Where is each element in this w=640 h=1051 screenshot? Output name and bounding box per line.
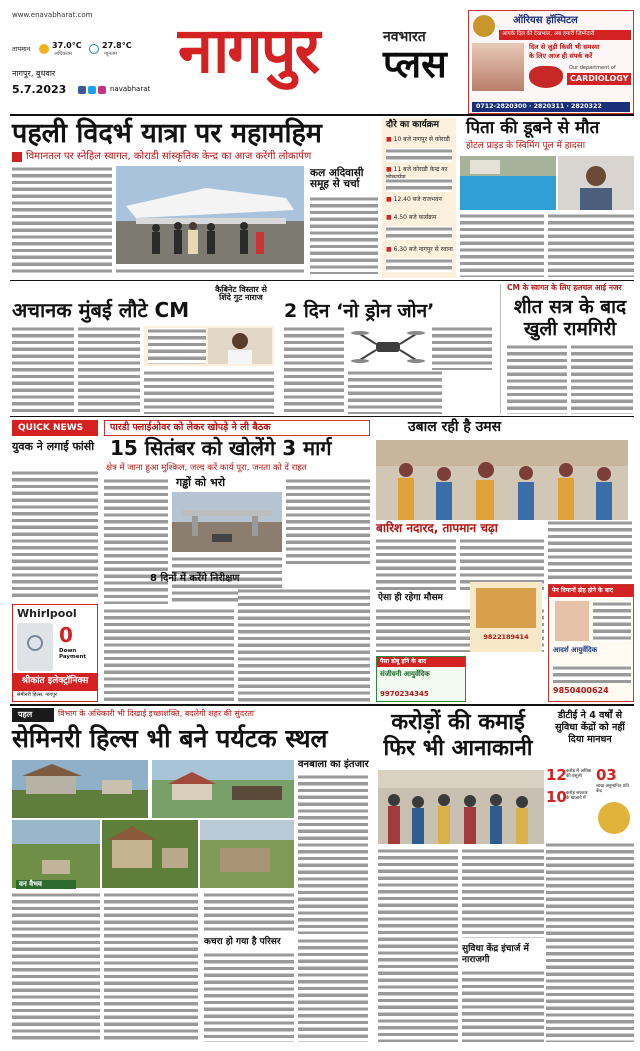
ayurvedic-ad[interactable] [376, 656, 466, 702]
subhead-marker [12, 152, 22, 162]
hospital-line2: के लिए आज ही संपर्क करें [529, 52, 593, 60]
earning-body-text [546, 842, 634, 1042]
tour-kicker-text: विभाग के अधिकारी भी दिखाई इच्छाशक्ति, बदलेगी शहर की सुंदरता [58, 709, 254, 718]
masthead-brand: नवभारत [383, 29, 426, 45]
weather-headline[interactable]: बारिश नदारद, तापमान चढ़ा [376, 521, 498, 535]
lead-photo [116, 166, 304, 264]
facebook-icon[interactable] [78, 86, 86, 94]
drone-body-text-2 [348, 370, 442, 414]
mumbai-sidehead: कैबिनेट विस्तार से शिंदे गुट नाराज [215, 285, 267, 303]
temperature-label: तापमान [12, 45, 31, 53]
weather-kicker: उबाल रही है उमस [408, 419, 502, 435]
shop-address: सेमीनरी हिल्स, नागपुर [17, 692, 57, 698]
pits-title: गड्ढों को भरो [176, 476, 226, 489]
pool-headline[interactable]: पिता की डूबने से मौत [466, 118, 600, 138]
fact3-text: करोड़ सरकार के खजाने में [566, 791, 588, 801]
tour-body-text-5 [298, 938, 368, 1042]
fact1-text: करोड़ में अधिक की वसूली [566, 769, 592, 779]
earning-headline-1[interactable]: करोड़ों की कमाई [391, 710, 525, 735]
drum-icon [27, 635, 43, 651]
section-rule [10, 704, 634, 706]
session-story [500, 284, 634, 414]
tour-body-text-3 [204, 892, 294, 934]
offer-ad[interactable] [470, 582, 542, 652]
patient-photo [472, 43, 524, 91]
masthead-title: नागपुर [178, 14, 319, 87]
moon-icon [89, 44, 99, 54]
down-payment-label: Down Payment [59, 648, 87, 660]
city-day: नागपुर, बुधवार [12, 69, 56, 78]
tour-photo-1 [12, 760, 148, 818]
fact2-text: लाख अनुमानित प्रति केंद्र [596, 784, 630, 794]
sidehead-body-text [310, 196, 378, 274]
fact3-number: 10 [546, 788, 567, 806]
hospital-line1: दिल से जुड़ी किसी भी समस्या [529, 43, 600, 51]
earning-body-text-3 [462, 848, 544, 938]
program-item: ■ 10 बजे नागपुर से कोराडी [386, 136, 450, 143]
heart-icon [529, 66, 563, 88]
clinic-ad[interactable] [548, 584, 634, 702]
weather-body-text-4 [548, 520, 632, 580]
hospital-tagline: आपके दिल की देखभाल, अब हमारी जिम्मेदारी [499, 30, 631, 40]
tour-photo-label: वन वैभव [16, 880, 76, 889]
hospital-ad[interactable] [468, 10, 634, 114]
electronics-ad[interactable] [12, 604, 98, 702]
tour-kicker: पहल [12, 708, 54, 722]
masthead-rule [10, 114, 634, 116]
flyover-body-text [104, 478, 168, 604]
coins-icon [598, 802, 630, 834]
website-url[interactable]: www.enavabharat.com [12, 11, 93, 19]
program-item-text [386, 178, 452, 192]
program-item: ■ 12.40 बजे राजभवन [386, 196, 442, 203]
pool-body-text [460, 213, 544, 277]
tour-photo-5 [200, 820, 294, 888]
inspection-subhead: 8 दिनों में करेंगे निरीक्षण [150, 573, 240, 584]
earning-body-text-4 [462, 970, 544, 1042]
program-box [382, 118, 456, 278]
flyover-headline[interactable]: 15 सितंबर को खोलेंगे 3 मार्ग [110, 436, 332, 460]
earning-photo [378, 770, 544, 844]
section-rule [10, 416, 634, 417]
mumbai-body-text-3 [144, 370, 274, 414]
pool-photo [460, 156, 556, 210]
sun-icon [39, 44, 49, 54]
temperature-min: 27.8°C [102, 41, 132, 50]
clinic-ad-title: पेन विमानों ड़ोह होने के बाद [549, 585, 633, 597]
clinic-ad-address [553, 665, 631, 683]
flyover-body-text-4 [104, 608, 234, 702]
earning-sidehead: डीटीई ने 4 वर्षों से सुविधा केंद्रों को नहीं दिया मानधन [555, 710, 625, 745]
lead-subhead: विमानतल पर स्नेहिल स्वागत, कोराडी सांस्कृतिक केन्द्र का आज करेंगी लोकार्पण [26, 151, 312, 162]
tour-body-text-4 [204, 952, 294, 1042]
shop-name: श्रीकांत इलेक्ट्रॉनिक्स [13, 673, 97, 691]
program-item: ■ 4.50 बजे कार्यक्रम [386, 214, 437, 221]
victim-photo [558, 156, 634, 210]
masthead-sub: प्लस [383, 42, 447, 86]
drone-photo [348, 324, 428, 368]
product-image [476, 588, 536, 628]
tour-wait-title: वनबाला का इंतजार [298, 759, 369, 770]
ayurvedic-clinic: संजीवनी आयुर्वेदिक [380, 670, 430, 678]
clinic-name: आदर्श आयुर्वेदिक [553, 646, 598, 654]
issue-date: 5.7.2023 [12, 83, 67, 96]
mumbai-quote-text [148, 328, 206, 364]
pool-body-text-2 [548, 213, 634, 277]
fact1-number: 12 [546, 766, 567, 784]
mumbai-headline[interactable]: अचानक मुंबई लौटे CM [12, 298, 190, 322]
earning-headline-2[interactable]: फिर भी आनाकानी [383, 736, 533, 761]
mumbai-body-text [12, 326, 74, 414]
tour-body-text-2 [104, 892, 198, 1042]
session-body-text [507, 344, 567, 414]
clinic-ad-text [593, 601, 631, 641]
quicknews-label: QUICK NEWS [12, 420, 98, 436]
lead-body-text [12, 166, 112, 274]
temperature-max-label: अधिकतम [54, 51, 72, 57]
earning-subhead: सुविधा केंद्र इंचार्ज में नाराजगी [462, 944, 529, 965]
twitter-icon[interactable] [88, 86, 96, 94]
hospital-name: ऑरियस हॉस्पिटल [513, 15, 578, 26]
ayurvedic-phone[interactable]: 9970234345 [380, 690, 429, 698]
whirlpool-brand: Whirlpool [17, 607, 77, 620]
weather-box [12, 40, 162, 68]
tour-headline[interactable]: सेमिनरी हिल्स भी बने पर्यटक स्थल [12, 724, 328, 753]
offer-ad-phone[interactable]: 9822189414 [483, 633, 529, 641]
program-item: ■ 11 बजे कोराडी केन्द्र का [386, 166, 448, 173]
drone-body-text [284, 326, 344, 414]
earning-facts [546, 768, 634, 838]
program-title: दौरे का कार्यक्रम [386, 120, 440, 130]
garbage-subhead: कचरा हो गया है परिसर [204, 937, 281, 947]
lead-headline[interactable]: पहली विदर्भ यात्रा पर महामहिम [12, 118, 322, 149]
social-handle[interactable]: navabharat [110, 85, 151, 93]
flyover-subhead: क्षेत्र में जाना हुआ मुश्किल, जल्द करें कार्य पूरा, जनता को दें राहत [106, 463, 307, 473]
mumbai-body-text-2 [78, 326, 140, 414]
weather-photo [376, 440, 628, 520]
session-kicker: CM के स्वागत के लिए हलचल आई नजर [507, 283, 622, 292]
quicknews-body-text [12, 470, 98, 600]
section-rule [10, 280, 634, 281]
program-item-text [386, 148, 452, 162]
quicknews-headline[interactable]: युवक ने लगाई फांसी [12, 440, 95, 453]
cardiology-badge: CARDIOLOGY [567, 73, 631, 85]
temperature-max: 37.0°C [52, 41, 82, 50]
tour-photo-2 [152, 760, 294, 818]
tour-photo-3 [12, 820, 100, 888]
hospital-phone[interactable]: 0712-2820300 · 2820311 · 2820322 [472, 102, 630, 112]
doctor-photo [555, 601, 589, 641]
tour-wait-text [298, 774, 368, 934]
pool-subhead: होटल प्राइड के स्विमिंग पूल में हादसा [466, 141, 586, 151]
weather-subhead: ऐसा ही रहेगा मौसम [378, 593, 443, 603]
instagram-icon[interactable] [98, 86, 106, 94]
shinde-photo [208, 328, 272, 364]
weather-body-text [376, 538, 456, 592]
tour-body-text [12, 892, 100, 1042]
flyover-kicker: पारडी फ्लाईओवर को लेकर खोपड़े ने ली बैठक [110, 422, 271, 433]
zero-down-value: 0 [59, 623, 73, 647]
flyover-body-text-5 [238, 588, 370, 702]
session-body-text-2 [571, 344, 633, 414]
temperature-min-label: न्यूनतम [104, 51, 117, 57]
program-item-text [386, 258, 452, 272]
photo-caption [116, 268, 304, 274]
fact2-number: 03 [596, 766, 617, 784]
ayurvedic-ad-title: पैसा डोबू इनि के बाद [377, 657, 465, 667]
earning-body-text-2 [378, 848, 458, 1042]
program-item: ■ 6.30 बजे नागपुर से रवाना [386, 246, 453, 253]
tour-photo-4 [102, 820, 198, 888]
lead-sidehead: कल अदिवासी समूह से चर्चा [310, 167, 364, 191]
drone-body-text-3 [432, 326, 492, 370]
drone-headline[interactable]: 2 दिन ‘नो ड्रोन जोन’ [284, 300, 435, 322]
department-label: Our department of [569, 65, 616, 71]
flyover-body-text-3 [286, 478, 370, 566]
session-headline[interactable]: शीत सत्र के बाद खुली रामगिरी [513, 296, 627, 340]
program-item-text [386, 226, 452, 240]
clinic-phone[interactable]: 9850400624 [553, 686, 609, 695]
flyover-photo [172, 492, 282, 552]
hospital-logo-icon [473, 15, 495, 37]
